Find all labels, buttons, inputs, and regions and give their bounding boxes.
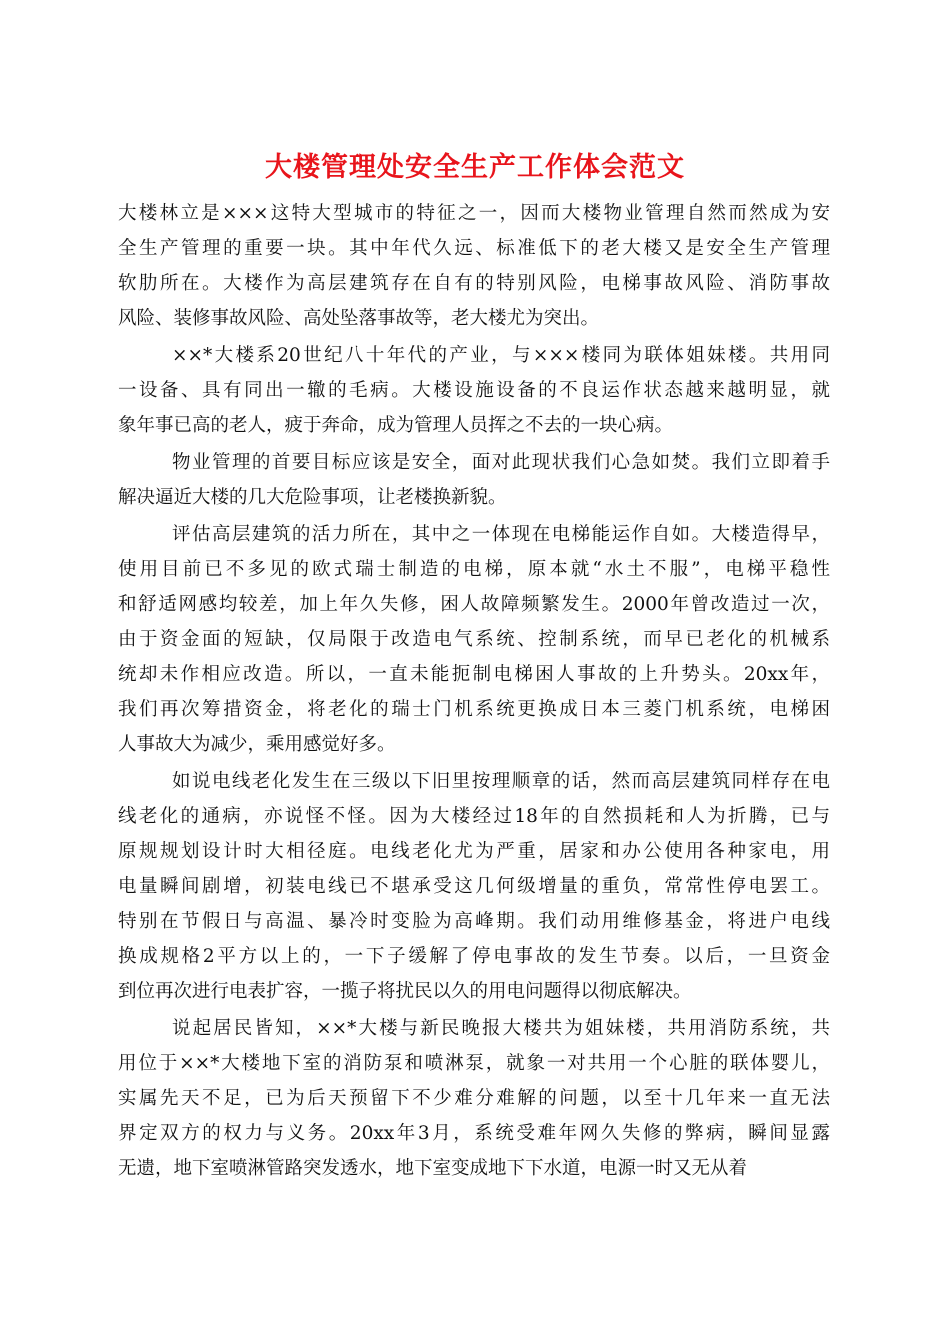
paragraph-line: 无遗，地下室喷淋管路突发透水，地下室变成地下下水道，电源一时又无从着 (118, 1158, 748, 1179)
paragraph (118, 1011, 830, 1186)
paragraph-line: ××*大楼系20世纪八十年代的产业，与×××楼同为联体姐妹楼。共用同 (172, 345, 830, 366)
paragraph-line: 原规规划设计时大相径庭。电线老化尤为严重，居家和办公使用各种家电，用 (118, 841, 830, 862)
paragraph-line: 全生产管理的重要一块。其中年代久远、标准低下的老大楼又是安全生产管理 (118, 238, 830, 259)
paragraph-line: 象年事已高的老人，疲于奔命，成为管理人员挥之不去的一块心病。 (118, 415, 674, 436)
paragraph-line: 线老化的通病，亦说怪不怪。因为大楼经过18年的自然损耗和人为折腾，已与 (118, 806, 830, 827)
paragraph-line: 换成规格2平方以上的，一下子缓解了停电事故的发生节奏。以后，一旦资金 (118, 946, 830, 967)
paragraph-line: 说起居民皆知，××*大楼与新民晚报大楼共为姐妹楼，共用消防系统，共 (172, 1018, 830, 1039)
document-body (118, 196, 830, 1188)
paragraph-line: 实属先天不足，已为后天预留下不少难分难解的问题，以至十几年来一直无法 (118, 1088, 830, 1109)
paragraph-line: 电量瞬间剧增，初装电线已不堪承受这几何级增量的重负，常常性停电罢工。 (118, 876, 830, 897)
paragraph-line: 评估高层建筑的活力所在，其中之一体现在电梯能运作自如。大楼造得早， (172, 524, 830, 545)
paragraph-line: 大楼林立是×××这特大型城市的特征之一，因而大楼物业管理自然而然成为安 (118, 203, 830, 224)
paragraph-line: 人事故大为减少，乘用感觉好多。 (118, 734, 396, 755)
paragraph-line: 我们再次筹措资金，将老化的瑞士门机系统更换成日本三菱门机系统，电梯困 (118, 699, 830, 720)
paragraph-line: 风险、装修事故风险、高处坠落事故等，老大楼尤为突出。 (118, 308, 600, 329)
paragraph-line: 到位再次进行电表扩容，一揽子将扰民以久的用电问题得以彻底解决。 (118, 981, 692, 1002)
paragraph-line: 解决逼近大楼的几大危险事项，让老楼换新貌。 (118, 487, 507, 508)
paragraph-line: 特别在节假日与高温、暴冷时变脸为高峰期。我们动用维修基金，将进户电线 (118, 911, 830, 932)
paragraph-line: 使用目前已不多见的欧式瑞士制造的电梯，原本就“水土不服”，电梯平稳性 (118, 559, 830, 580)
document-title: 大楼管理处安全生产工作体会范文 (265, 152, 685, 183)
paragraph (118, 764, 830, 1009)
paragraph-line: 如说电线老化发生在三级以下旧里按理顺章的话，然而高层建筑同样存在电 (172, 771, 830, 792)
paragraph (118, 338, 830, 443)
paragraph-line: 界定双方的权力与义务。20xx年3月，系统受难年网久失修的弊病，瞬间显露 (118, 1123, 830, 1144)
paragraph-line: 由于资金面的短缺，仅局限于改造电气系统、控制系统，而早已老化的机械系 (118, 629, 830, 650)
paragraph-line: 和舒适网感均较差，加上年久失修，困人故障频繁发生。2000年曾改造过一次， (118, 594, 830, 615)
paragraph-line: 物业管理的首要目标应该是安全，面对此现状我们心急如焚。我们立即着手 (172, 452, 830, 473)
paragraph-line: 用位于××*大楼地下室的消防泵和喷淋泵，就象一对共用一个心脏的联体婴儿， (118, 1053, 830, 1074)
paragraph-line: 一设备、具有同出一辙的毛病。大楼设施设备的不良运作状态越来越明显，就 (118, 380, 830, 401)
paragraph-line: 软肋所在。大楼作为高层建筑存在自有的特别风险，电梯事故风险、消防事故 (118, 273, 830, 294)
paragraph (118, 445, 830, 515)
paragraph (118, 517, 830, 762)
paragraph (118, 196, 830, 336)
paragraph-line: 统却未作相应改造。所以，一直未能扼制电梯困人事故的上升势头。20xx年， (118, 664, 830, 685)
